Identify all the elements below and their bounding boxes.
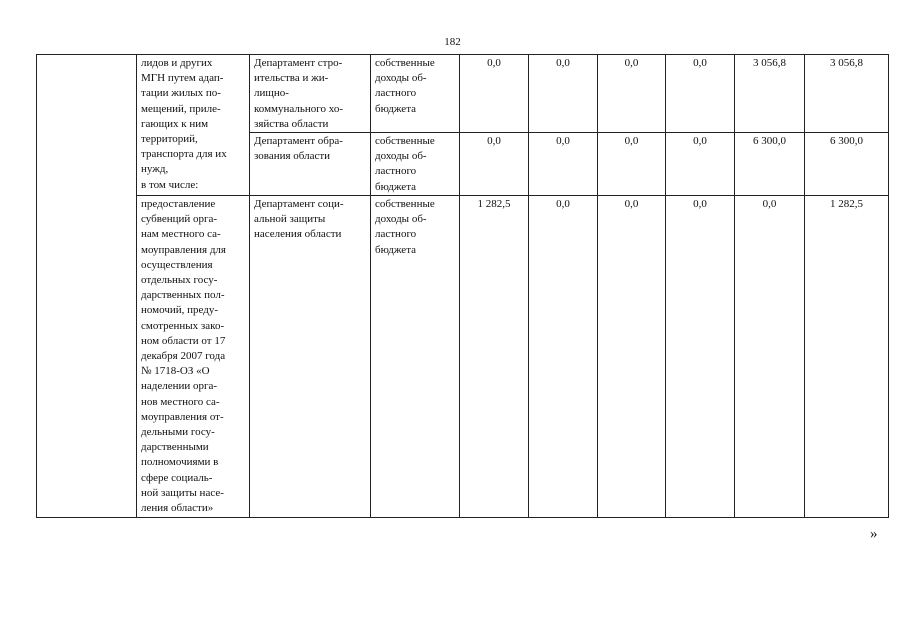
cell-text-line: территорий, (141, 133, 198, 146)
cell-text-line: Департамент стро- (254, 57, 343, 69)
value-cell: 6 300,0 (735, 133, 805, 196)
cell-text-line: Департамент соци- (254, 198, 344, 211)
cell-text-line: Департамент обра- (254, 135, 343, 148)
cell-text-line: дарственными (141, 441, 209, 454)
cell-text-line: осуществления (141, 258, 213, 271)
value-cell: 1 282,5 (460, 196, 529, 518)
value-cell: 0,0 (460, 55, 529, 133)
executor-cell (250, 55, 371, 133)
cell-text-line: нам местного са- (141, 228, 221, 241)
table-row (37, 55, 889, 133)
cell-text-line: ластного (375, 87, 417, 100)
cell-text-line: бюджета (375, 180, 417, 193)
cell-text-line: номочий, преду- (141, 304, 219, 317)
cell-text-line: населения области (254, 228, 342, 241)
value-cell: 0,0 (529, 196, 598, 518)
cell-text-line: транспорта для их (141, 148, 227, 161)
cell-text-line: ном области от 17 (141, 334, 226, 347)
cell-text-line: мещений, приле- (141, 102, 221, 115)
value-cell: 0,0 (598, 55, 666, 133)
cell-text-line: зования области (254, 150, 331, 163)
cell-text-line: ластного (375, 228, 417, 241)
value-cell: 0,0 (666, 133, 735, 196)
cell-text-line: бюджета (375, 243, 417, 256)
executor-cell (250, 196, 371, 518)
cell-text-line: доходы об- (375, 213, 427, 226)
value-cell: 6 300,0 (805, 133, 889, 196)
cell-text-line: ластного (375, 165, 417, 178)
value-cell: 0,0 (460, 133, 529, 196)
cell-text-line: декабря 2007 года (141, 350, 226, 363)
cell-text-line: собственные (375, 135, 435, 148)
cell-text-line: предоставление (141, 198, 216, 211)
table-row (37, 196, 889, 518)
value-cell: 0,0 (598, 133, 666, 196)
cell-text-line: моуправления для (141, 243, 226, 256)
cell-text-line: субвенций орга- (141, 213, 218, 226)
cell-text-line: ительства и жи- (254, 72, 329, 85)
cell-text-line: гающих к ним (141, 117, 209, 130)
cell-text-line: альной защиты (254, 213, 326, 226)
cell-text-line: дельными госу- (141, 426, 215, 439)
cell-text-line: ной защиты насе- (141, 486, 224, 499)
blank-column-cell (37, 55, 137, 518)
value-cell: 0,0 (529, 55, 598, 133)
cell-text-line: дарственных пол- (141, 289, 225, 302)
cell-text-line: нужд, (141, 163, 169, 176)
value-cell: 0,0 (666, 196, 735, 518)
budget-table (36, 54, 889, 518)
value-cell: 1 282,5 (805, 196, 889, 518)
value-cell: 3 056,8 (735, 55, 805, 133)
closing-quote-mark: » (870, 526, 878, 542)
source-cell (371, 133, 460, 196)
cell-text-line: смотренных зако- (141, 319, 225, 332)
cell-text-line: наделении орга- (141, 380, 218, 393)
value-cell: 0,0 (735, 196, 805, 518)
cell-text-line: полномочиями в (141, 456, 219, 469)
cell-text-line: моуправления от- (141, 410, 224, 423)
cell-text-line: собственные (375, 57, 435, 69)
cell-text-line: сфере социаль- (141, 471, 213, 484)
cell-text-line: тации жилых по- (141, 87, 221, 100)
cell-text-line: доходы об- (375, 72, 427, 85)
executor-cell (250, 133, 371, 196)
cell-text-line: в том числе: (141, 178, 199, 191)
cell-text-line: № 1718-ОЗ «О (141, 365, 210, 378)
description-cell (137, 196, 250, 518)
cell-text-line: доходы об- (375, 150, 427, 163)
value-cell: 3 056,8 (805, 55, 889, 133)
cell-text-line: зяйства области (254, 117, 329, 130)
cell-text-line: бюджета (375, 102, 417, 115)
value-cell: 0,0 (529, 133, 598, 196)
cell-text-line: лищно- (254, 87, 289, 100)
cell-text-line: нов местного са- (141, 395, 220, 408)
page-number: 182 (444, 36, 461, 48)
cell-text-line: коммунального хо- (254, 102, 343, 115)
source-cell (371, 196, 460, 518)
description-cell (137, 55, 250, 196)
cell-text-line: ления области» (141, 502, 214, 515)
cell-text-line: МГН путем адап- (141, 72, 224, 85)
cell-text-line: собственные (375, 198, 435, 211)
cell-text-line: лидов и других (141, 57, 213, 69)
value-cell: 0,0 (598, 196, 666, 518)
source-cell (371, 55, 460, 133)
cell-text-line: отдельных госу- (141, 274, 218, 287)
value-cell: 0,0 (666, 55, 735, 133)
